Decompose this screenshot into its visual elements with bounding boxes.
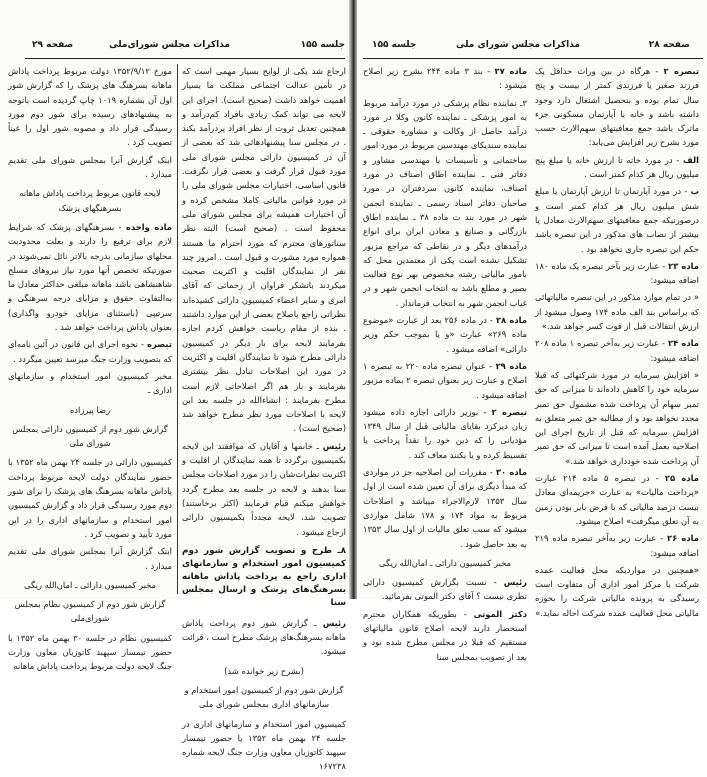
paragraph-text: - هرگاه در بین وراث حداقل یک فرزند صغیر یا فرزندی کمتر از بیست و پنج سال تمام بوده و بتحصیل اشتغال دارد وجود داشته باشد و خانه یا آپارتمان مسکونی جزء ماترک باشد جمع معافیتهای سهم‌الارث حسب مورد بشرح زیر افزایش می‌یابد:: [535, 66, 699, 148]
paragraph-text: (بشرح زیر خوانده شد): [224, 665, 304, 676]
paragraph-lead: ماده واحده: [125, 221, 172, 232]
paragraph-text: - عنوان تبصره ماده ۲۲۰ به تبصره ۱ اصلاح و عبارت زیر بعنوان تبصره ۲ بماده مزبور اضافه میشود .: [363, 360, 527, 400]
paragraph-text: مورخ ۱۳۵۲/۹/۱۲ دولت مربوط پرداخت پاداش ماهانه بسرهنگ های پزشک را که گزارش شور اول آن بشماره ۱۰۱۹ چاپ گردیده است باتوجه به پیشنهادهای رسیده برای شور دوم مورد رسیدگی قرار داد و مصوبه شور اول را عیناً تصویب کرد .: [8, 66, 172, 148]
column-left: [8, 64, 172, 677]
page-number: صفحه ۲۸: [648, 40, 690, 50]
paragraph-text: ۸ـ طرح و تصویب گزارش شور دوم کمیسیون امور استخدام و سازمانهای اداری راجع به پرداخت پاداش ماهانه بسرهنگ‌های پزشک و ارسال بمجلس سنا: [182, 545, 346, 608]
paragraph: [8, 544, 172, 573]
paragraph: [535, 563, 699, 620]
paragraph: [182, 64, 346, 436]
paragraph: [8, 455, 172, 541]
paragraph-lead: ماده ۳۰: [495, 467, 527, 478]
paragraph-lead: رئیس: [322, 617, 346, 628]
paragraph: [363, 359, 527, 402]
paragraph-text: مخبر کمیسیون دارائی ـ امان‌الله ریگی: [23, 579, 156, 590]
paragraph-text: - در تبصره ۵ ماده ۲۱۴ عبارت «پرداخت مالیات» به عبارت «جریمه‌ای معادل بیست درصد مالیاتی که با فرض بایر بودن زمین به آن تعلق میگرفت» اصلاح میشود.: [535, 473, 699, 526]
paragraph-text: - در مورد آپارتمان تا ارزش آپارتمان یا مبلغ شش میلیون ریال هر کدام کمتر است و درصورتیکه جمع معافیتهای سهم‌الارث معادل یا بیشتر از نصاب های مذکور در این تبصره باشد حکم این تبصره جاری نخواهد بود .: [535, 186, 699, 254]
paragraph-text: رضا پیرزاده: [69, 404, 111, 415]
paragraph-lead: رئیس: [503, 577, 527, 588]
page-header: [20, 40, 345, 56]
paragraph: [363, 96, 527, 310]
centered-line: [8, 578, 172, 592]
paragraph-lead: تبصره: [147, 339, 172, 350]
paragraph-text: - بطوریکه همکاران محترم استحضار دارند لایحه اصلاح قانون مالیاتهای مستقیم که قبلا در مجلس مطرح شده بود و بعد از تصویب بمجلس سنا: [363, 608, 527, 662]
section-heading: [182, 545, 346, 610]
session-number: جلسه ۱۵۵: [300, 40, 345, 50]
paragraph: [535, 471, 699, 528]
paragraph: [363, 607, 527, 664]
paragraph: [8, 337, 172, 366]
paragraph-text: اینک گزارش آنرا بمجلس شورای ملی تقدیم میدارد .: [8, 154, 172, 180]
paragraph: [8, 64, 172, 150]
centered-line: [182, 664, 346, 678]
paragraph: [535, 290, 699, 333]
paragraph: [363, 64, 527, 93]
paragraph: [535, 259, 699, 288]
paragraph: [535, 153, 699, 182]
paragraph-text: مخبر کمیسیون دارائی ـ امان‌الله ریگی: [378, 557, 511, 568]
centered-line: [8, 422, 172, 451]
paragraph-lead: ماده ۲۳: [668, 260, 699, 271]
paragraph-lead: ماده ۲۶: [667, 533, 699, 544]
paragraph: [535, 368, 699, 468]
paragraph-lead: ماده ۲۷: [494, 66, 528, 76]
paragraph-text: کمیسیون دارائی در جلسه ۲۴ بهمن ماه ۱۳۵۲ با حضور نمایندگان دولت لایحه مربوط پرداخت پاداش ماهانه بسرهنگ های پزشک را برای شور دوم مورد رسیدگی قرار داد و گزارش کمیسیون امور استخدام و سازمانهای اداری را در این مورد تأیید و تصویب کرد .: [8, 457, 172, 539]
page-header: [360, 40, 700, 56]
paragraph: [8, 220, 172, 334]
paragraph-text: - عبارت زیر به‌آخر تبصره ۱ ماده ۲۰۸ اضافه میشود:: [535, 338, 699, 363]
paragraph: [363, 575, 527, 604]
right-page: [355, 0, 707, 662]
paragraph-lead: تبصره ۲: [663, 66, 699, 76]
paragraph-text: - عبارت زیر به‌آخر تبصره ماده ۲۱۹ اضافه میشود:: [535, 533, 699, 558]
paragraph-lead: الف: [683, 154, 699, 165]
paragraph-text: لایحه قانون مربوط پرداخت پاداش ماهانه بسرهنگهای پزشک: [19, 188, 161, 213]
paragraph: [535, 64, 699, 150]
paragraph-lead: ب: [690, 186, 699, 197]
paragraph: [363, 313, 527, 356]
paragraph: [182, 616, 346, 659]
paragraph-text: گزارش شور دوم از کمیسیون نظام بمجلس شورای‌ملی: [14, 599, 166, 624]
header-title: مذاکرات مجلس شورای‌ملی: [109, 40, 230, 50]
paragraph-text: ـ گزارش شور دوم پرداخت پاداش ماهانه بسرهنگ‌های پزشک مطرح است ، قرائت میشود.: [182, 617, 346, 657]
centered-line: [182, 683, 346, 712]
paragraph-text: - عبارت زیر بآخر تبصره یک ماده ۱۸۰ اضافه میشود:: [535, 260, 699, 286]
paragraph-lead: ماده ۲۹: [495, 360, 527, 371]
paragraph-text: اینک گزارش آنرا بمجلس شورای ملی تقدیم میدارد .: [8, 546, 172, 571]
paragraph-text: - در مورد خانه تا ارزش خانه یا مبلغ پنج میلیون ریال هر کدام کمتر است .: [535, 154, 699, 180]
paragraph-text: «همچنین در مواردیکه محل فعالیت عمده شرکت با مرکز امور اداری آن متفاوت است رسیدگی به پرونده مالیاتی شرکت را بحوزه مالیاتی محل فعالیت عمده شرکت احاله نماید.»: [535, 564, 699, 618]
centered-line: [363, 556, 527, 570]
paragraph-lead: ماده ۲۸: [495, 315, 527, 326]
paragraph: [8, 631, 172, 674]
paragraph: [363, 465, 527, 551]
paragraph-text: - بوزیر دارائی اجازه داده میشود زیان دیرکرد بقایای مالیاتی قبل از سال ۱۳۴۹ مؤدیانی را که دین خود را نقداً پرداخت یا تقسیط کرده و یا بکنند معاف کند .: [363, 406, 527, 460]
paragraph-text: ۳ـ نماینده نظام پزشکی در مورد درآمد مربوط به امور پزشکی ـ نماینده کانون وکلا در مورد درآمد حاصل از وکالت و مشاوره حقوقی ـ نماینده سندیکای مهندسین مربوط در مورد امور ساختمانی و تأسیسات با مهندسی مشاور و دفاتر فنی ـ نماینده اطاق اصناف در مورد اصناف، نماینده کانون سردفتران در مورد صاحبان دفاتر اسناد رسمی ـ نماینده انجمن شهر در مورد بند ت ماده ۳۸ ـ نماینده اطاق بازرگانی و صنایع و معادن ایران برای انواع درآمدهای دیگر و در نقاطی که مراجع مزبور تشکیل نشده است یکی از معتمدین محل که بامور مالیاتی رشته مخصوص بهر نوع فعالیت بصیر و مطلع باشد به انتخاب انجمن شهر و در غیاب انجمن شهر به انتخاب فرماندار .: [363, 97, 527, 308]
book-gutter: [349, 0, 357, 599]
centered-line: [8, 403, 172, 417]
paragraph-text: مخبر کمیسیون امور استخدام و سازمانهای اداری ـ: [8, 370, 172, 396]
header-title: مذاکرات مجلس شورای ملی: [455, 40, 580, 50]
header-rule: [25, 58, 345, 59]
left-page: [0, 0, 352, 772]
paragraph: [535, 336, 699, 365]
paragraph-text: - نسبت بگزارش کمیسیون دارائی نظری نیست ؟ آقای دکتر الموتی بفرمائید.: [363, 577, 527, 602]
paragraph-text: گزارش شور دوم از کمیسیون دارائی بمجلس شورای ملی: [12, 423, 168, 449]
paragraph-text: - مقررات این اصلاحیه جز در مواردی که مبدأ دیگری برای آن تعیین شده است از اول سال ۱۳۵۳ لازم‌الاجراء میباشد و اصلاحات مربوط به مواد ۱۷۴ و ۱۷۸ شامل مواردی میشود که سبب تعلق مالیات از اول سال ۱۳۵۳ به بعد حاصل شود .: [363, 467, 528, 549]
centered-line: [8, 597, 172, 626]
paragraph-text: - بسرهنگهای پزشک که شرایط لازم برای ترفیع را دارند و بعلت محدودیت محلهای سازمانی بدرجه بالاتر نائل نمی‌شوند در صورتیکه تخصص آنها مورد نیاز نیروهای مسلح شاهنشاهی باشد ماهانه مبلغی حداکثر معادل ما به‌التفاوت حقوق و مزایای درجه سرهنگی و سرتیپی (باستثنای مزایای خودرو واگذاری) بعنوان پاداش پرداخت خواهد شد .: [8, 221, 172, 333]
column-left: [363, 64, 527, 667]
paragraph-lead: رئیس: [322, 440, 346, 451]
centered-line: [8, 186, 172, 215]
header-rule: [363, 58, 703, 59]
paragraph-text: - نحوه اجرای این قانون در آئین نامه‌ای که بتصویب وزارت جنگ میرسد تعیین میگردد .: [8, 339, 172, 364]
paragraph: [8, 369, 172, 398]
paragraph-lead: تبصره ۲: [491, 406, 527, 417]
paragraph-text: ارجاع شد یکی از لوایح بسیار مهمی است که در تأمین عدالت اجتماعی مملکت ما بسیار اهمیت خواهد داشت (صحیح است). اجرای این لایحه می تواند کمک زیادی بافراد کم‌درآمد و همچنین تعدیل ثروت از نظر افراد پردرآمد بکند . در مجلس سنا پیشنهادهائی شد که بعضی از آن در کمیسیون دارائی مجلس شورای ملی مورد قبول قرار گرفت و بعضی قرار نگرفت. قانون اساسی، اختیارات مجلس شورای ملی را در مورد قوانین مالیاتی کاملا مشخص کرده و آن اختیارات همیشه برای مجلس شورای ملی محفوظ است . (صحیح است) البته نظر سناتورهای محترم که مورد احترام ما هستند همواره مورد مشورت و قبول است . امروز چند نفر از نمایندگان اقلیت و اکثریت صحبت میکردند باتشکر فراوان از زحماتی که آقای امری و سایر اعضاء کمیسیون دارائی کشیده‌اند نظراتی راجع باصلاح بعضی از این موارد داشتند . بنده از مقام ریاست خواهش کردم اجازه بفرمایند لایحه برای بار دیگر در کمیسیون دارائی مطرح شود تا نمایندگان اقلیت و اکثریت در مورد این اصلاحات تبادل نظر بیشتری بفرمایند و باز هم اگر اصلاحاتی لازم است مطرح بفرمایند : انشاءالله در جلسه بعد این لایحه با اصلاحات مورد نظر مطرح خواهد شد (صحیح است) .: [182, 66, 346, 434]
paragraph-text: گزارش شور دوم از کمیسیون امور استخدام و سازمانهای اداری بمجلس شورای ملی: [184, 684, 344, 710]
paragraph-lead: دکتر الموتی: [473, 608, 528, 619]
paragraph-text: « افزایش سرمایه در مورد شرکتهائی که قبلا سرمایه خود را کاهش داده‌اند تا میزانی که حق تمبر سهام آن پرداخت شده مشمول حق تمبر مجدد نخواهد بود و از مطالبه حق تمبر متعلق به افزایش سرمایه که قبل از تاریخ اجرای این اصلاحیه بعمل آمده است تا میزانی که حق تمبر آن پرداخت شده خودداری خواهد شد.»: [535, 369, 699, 466]
paragraph-text: کمیسیون نظام در جلسه ۳۰ بهمن ماه ۱۳۵۲ با حضور تیمسار سپهبد کاتوزیان معاون وزارت جنگ لایحه دولت مربوط پرداخت پاداش ماهانه: [8, 632, 172, 672]
paragraph: [8, 153, 172, 182]
paragraph: [363, 405, 527, 462]
paragraph-text: « در تمام موارد مذکور در این تبصره مالیاتهائی که براساس بند الف ماده ۱۷۴ وصول میشود از ارزش انتقالات قبل از فوت کسر خواهد شد.»: [535, 292, 699, 332]
paragraph-text: - در ماده ۲۵۶ بعد از عبارت «موضوع ماده ۲۶۹» عبارت «و یا بموجب حکم وزیر دارائی» اضافه میشود .: [363, 315, 527, 354]
paragraph: [535, 531, 699, 560]
column-divider: [177, 64, 178, 594]
paragraph-lead: ماده ۲۴: [667, 338, 699, 349]
paragraph: [182, 717, 346, 774]
column-right: [182, 64, 346, 777]
paragraph-text: ـ خانمها و آقایان که موافقند این لایحه بکمیسیون برگردد تا همه نمایندگان از اقلیت و اکثریت نظرات‌شان را در مورد اصلاحات مجلس سنا بدهند و لایحه در جلسه بعد مطرح گردد خواهش میکنم قیام فرمایند (اکثر برخاستند) تصویب شد، لایحه مجدداً بکمیسیون دارائی ارجاع میشود .: [182, 440, 346, 537]
session-number: جلسه ۱۵۵: [372, 40, 417, 50]
paragraph-text: - بند ۳ ماده ۲۴۴ بشرح زیر اصلاح میشود :: [363, 66, 527, 91]
column-right: [535, 64, 699, 623]
paragraph: [182, 439, 346, 539]
paragraph: [535, 184, 699, 255]
paragraph-lead: ماده ۲۵: [664, 473, 699, 484]
paragraph-text: کمیسیون امور استخدام و سازمانهای اداری در جلسه ۲۴ بهمن ماه ۱۳۵۲ با حضور تیمسار سپهبد کاتوزیان معاون وزارت جنگ لایحه شماره ۱۶۷۲۳۸: [182, 718, 346, 772]
page-number: صفحه ۲۹: [32, 40, 74, 50]
